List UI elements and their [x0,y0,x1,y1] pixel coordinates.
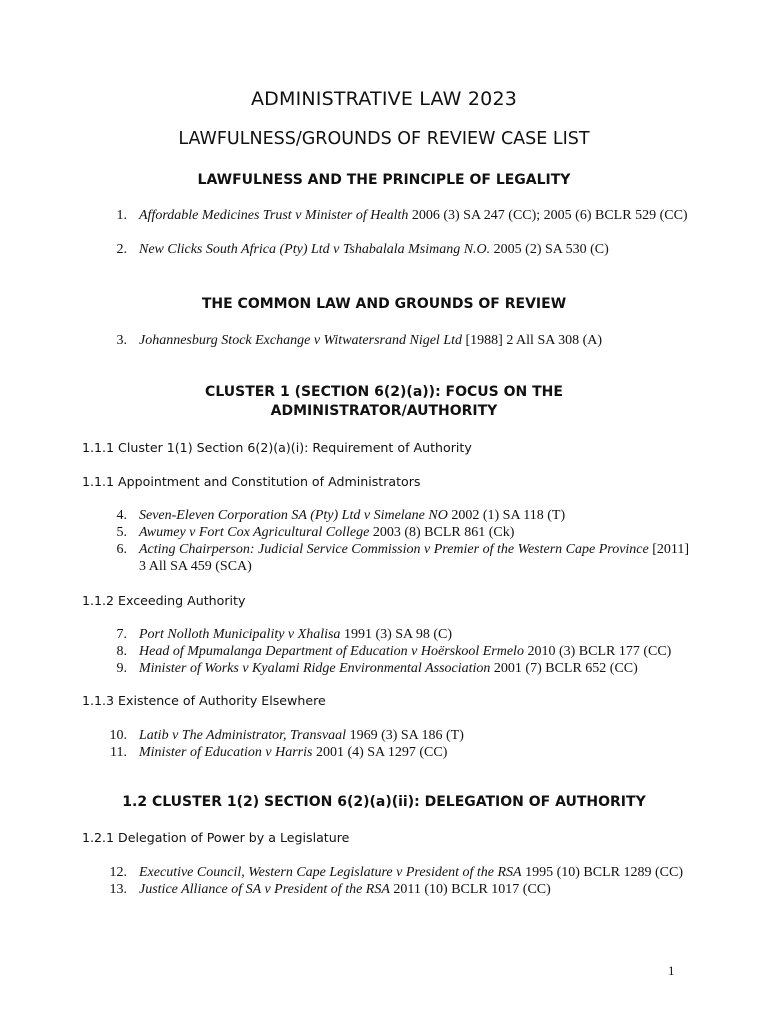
case-number: 2. [116,242,127,257]
section-heading-cluster1-cont: ADMINISTRATOR/AUTHORITY [270,403,498,419]
case-name: Port Nolloth Municipality v Xhalisa [139,627,341,642]
case-citation: 1991 (3) SA 98 (C) [340,627,453,642]
case-citation: 2010 (3) BCLR 177 (CC) [523,644,672,659]
case-number: 3. [116,333,127,348]
case-entry [96,864,696,881]
case-entry [96,881,696,898]
subheading-exceeding-authority: 1.1.2 Exceeding Authority [82,593,246,608]
case-citation: [1988] 2 All SA 308 (A) [462,333,602,348]
document-subtitle: LAWFULNESS/GROUNDS OF REVIEW CASE LIST [178,129,590,149]
case-name: New Clicks South Africa (Pty) Ltd v Tshabalala Msimang N.O. [139,242,491,257]
case-number: 11. [110,745,127,760]
case-citation: 2003 (8) BCLR 861 (Ck) [369,525,515,540]
section-heading-cluster1: CLUSTER 1 (SECTION 6(2)(a)): FOCUS ON THE [205,384,563,400]
case-number: 12. [109,865,127,880]
case-number: 1. [116,208,127,223]
case-number: 7. [116,627,127,642]
case-citation: 1995 (10) BCLR 1289 (CC) [521,865,683,880]
case-name: Justice Alliance of SA v President of the RSA [139,882,390,897]
case-entry [96,541,696,575]
case-number: 9. [116,661,127,676]
case-citation: 1969 (3) SA 186 (T) [346,728,464,743]
case-name: Executive Council, Western Cape Legislature v President of the RSA [139,865,522,880]
subheading-delegation-by-legislature: 1.2.1 Delegation of Power by a Legislature [82,830,350,845]
case-number: 13. [109,882,127,897]
page-number: 1 [668,963,675,978]
section-heading-common-law: THE COMMON LAW AND GROUNDS OF REVIEW [201,296,567,312]
case-number: 10. [109,728,127,743]
case-name: Seven-Eleven Corporation SA (Pty) Ltd v Simelane NO [139,508,448,523]
case-name: Awumey v Fort Cox Agricultural College [139,525,370,540]
case-entry [96,507,696,524]
case-entry [96,241,696,258]
case-citation: 2001 (4) SA 1297 (CC) [312,745,448,760]
case-entry [96,727,696,744]
case-name: Head of Mpumalanga Department of Education v Hoërskool Ermelo [139,644,524,659]
section-heading-legality: LAWFULNESS AND THE PRINCIPLE OF LEGALITY [197,172,571,188]
case-citation: 2001 (7) BCLR 652 (CC) [490,661,638,676]
case-entry [96,660,696,677]
document-title: ADMINISTRATIVE LAW 2023 [250,88,518,110]
case-number: 6. [116,542,127,557]
case-name: Affordable Medicines Trust v Minister of Health [139,208,409,223]
subheading-existence-of-authority: 1.1.3 Existence of Authority Elsewhere [82,693,326,708]
case-citation: 2002 (1) SA 118 (T) [447,508,566,523]
case-entry [96,643,696,660]
case-name: Latib v The Administrator, Transvaal [139,728,347,743]
case-number: 8. [116,644,127,659]
case-name: Acting Chairperson: Judicial Service Commission v Premier of the Western Cape Province [139,542,649,557]
case-entry [96,744,696,761]
case-citation: 2006 (3) SA 247 (CC); 2005 (6) BCLR 529 (CC) [408,208,688,223]
case-citation: [2011] 3 All SA 459 (SCA) [139,542,690,574]
case-citation: 2011 (10) BCLR 1017 (CC) [389,882,551,897]
case-citation: 2005 (2) SA 530 (C) [490,242,609,257]
subheading-appointment: 1.1.1 Appointment and Constitution of Administrators [82,474,421,489]
section-heading-delegation: 1.2 CLUSTER 1(2) SECTION 6(2)(a)(ii): DELEGATION OF AUTHORITY [122,794,646,810]
case-name: Minister of Education v Harris [139,745,313,760]
case-entry [96,626,696,643]
case-number: 5. [116,525,127,540]
case-name: Johannesburg Stock Exchange v Witwatersrand Nigel Ltd [139,333,462,348]
case-entry [96,524,696,541]
case-entry [96,207,696,224]
case-name: Minister of Works v Kyalami Ridge Environmental Association [139,661,491,676]
case-entry [96,332,696,349]
case-number: 4. [116,508,127,523]
subheading-requirement-of-authority: 1.1.1 Cluster 1(1) Section 6(2)(a)(i): Requirement of Authority [82,440,472,455]
